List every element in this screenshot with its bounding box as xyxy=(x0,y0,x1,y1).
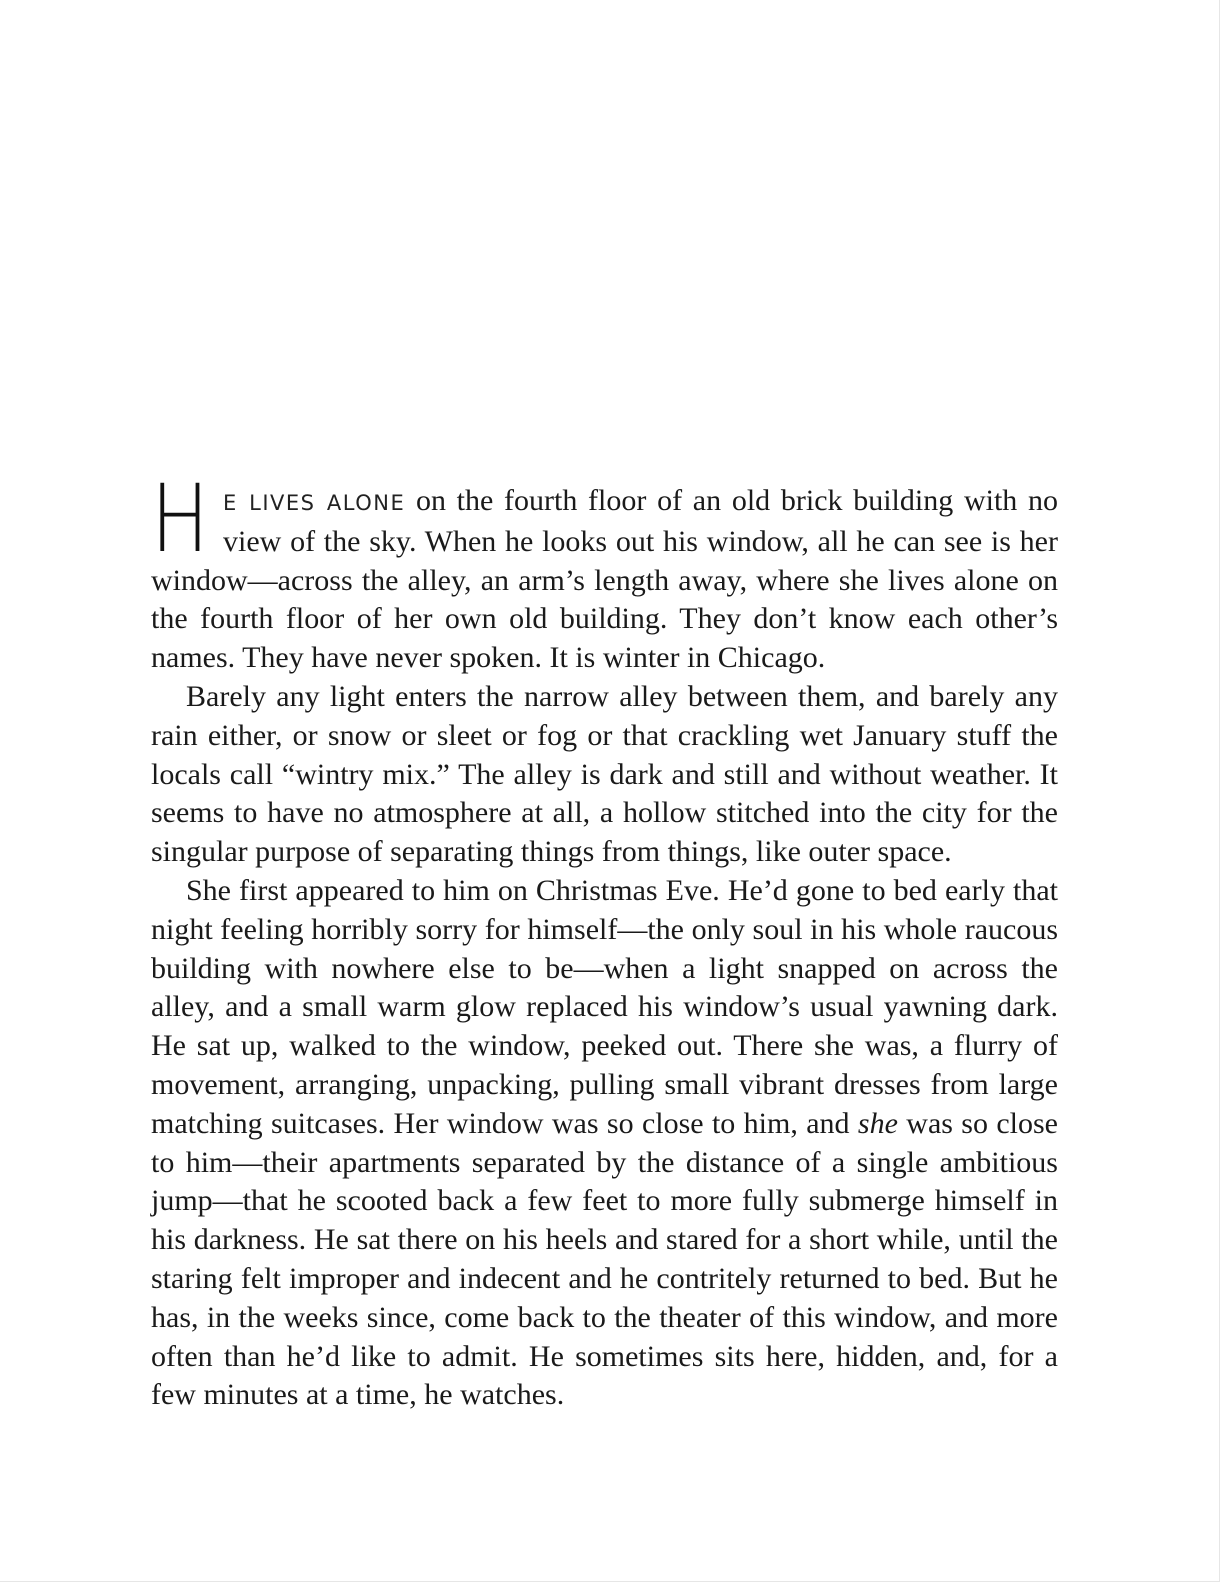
third-paragraph xyxy=(151,872,1058,1415)
opening-paragraph-text: on the fourth floor of an old brick building with no view of the sky. When he looks out his window, all he can see is her window—across the alley, an arm’s length away, where she lives alone on the fourth floor of her own old building. They don’t know each other’s names. They have never spoken. It is winter in Chicago. xyxy=(151,484,1058,675)
third-paragraph-text-start: She first appeared to him on Christmas Eve. He’d gone to bed early that night feeling horribly sorry for himself—the only soul in his whole raucous building with nowhere else to be—when a light snapped on across the alley, and a small warm glow replaced his window’s usual yawning dark. He sat up, walked to the window, peeked out. There she was, a flurry of movement, arranging, unpacking, pulling small vibrant dresses from large matching suitcases. Her window was so close to him, and xyxy=(151,873,1058,1140)
chapter-text xyxy=(151,465,1058,1415)
third-paragraph-text-end: was so close to him—their apartments separated by the distance of a single ambitious jump—that he scooted back a few feet to more fully submerge himself in his darkness. He sat there on his heels and stared for a short while, until the staring felt improper and indecent and he contritely returned to bed. But he has, in the weeks since, come back to the theater of this window, and more often than he’d like to admit. He sometimes sits here, hidden, and, for a few minutes at a time, he watches. xyxy=(151,1106,1058,1412)
small-caps-lead: E LIVES ALONE xyxy=(223,491,406,515)
second-paragraph: Barely any light enters the narrow alley between them, and barely any rain either, or snow or sleet or fog or that crackling wet January stuff the locals call “wintry mix.” The alley is dark and still and without weather. It seems to have no atmosphere at all, a hollow stitched into the city for the singular purpose of separating things from things, like outer space. xyxy=(151,679,1058,869)
italic-emphasis: she xyxy=(857,1106,898,1140)
opening-paragraph xyxy=(151,465,1058,678)
drop-cap: H xyxy=(151,465,209,574)
